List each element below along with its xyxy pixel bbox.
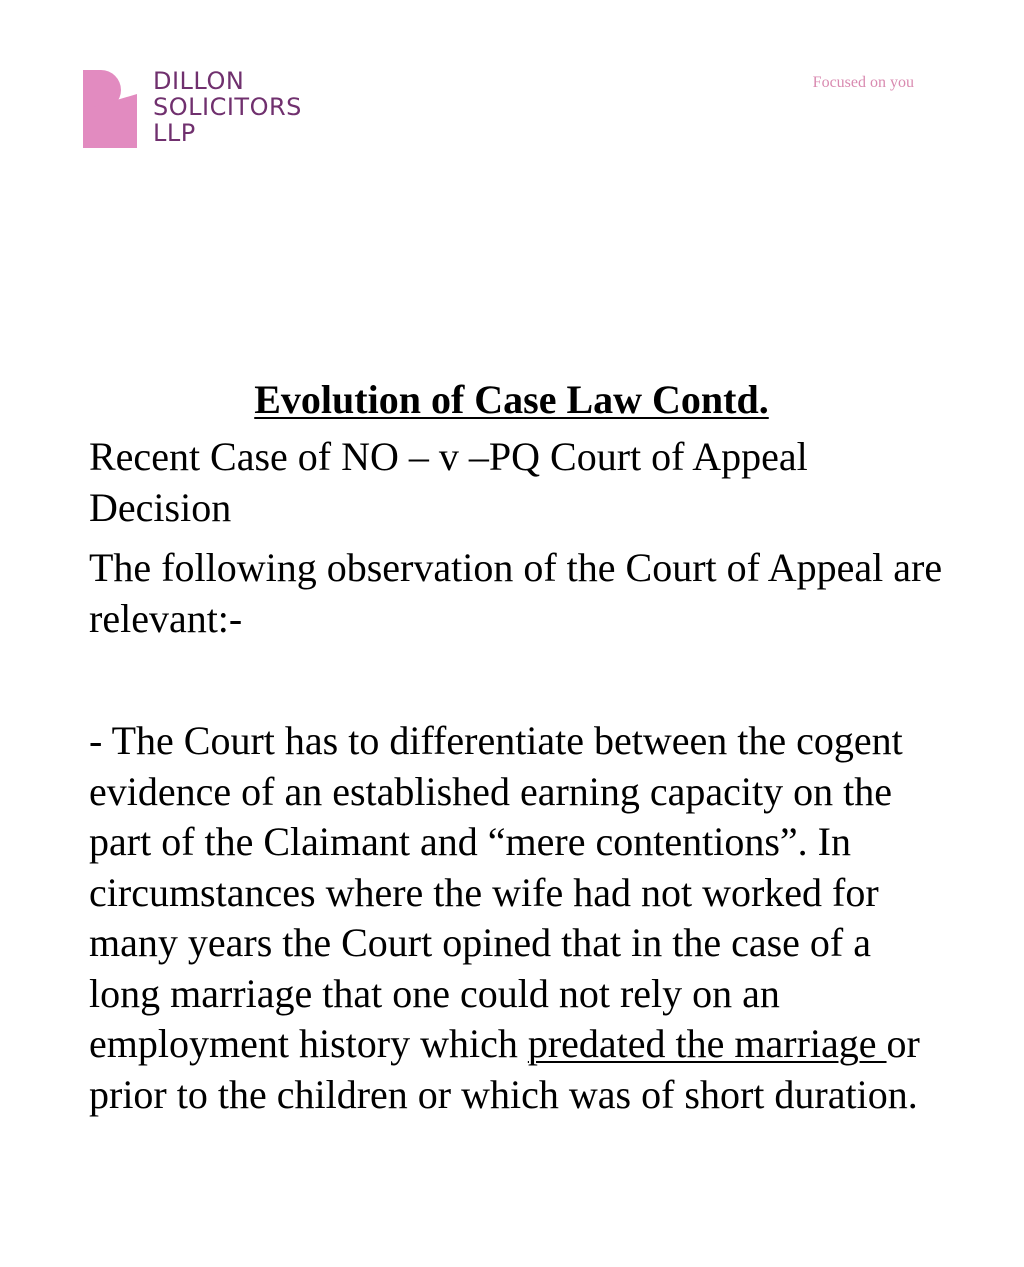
observation-text-end: or prior to the children or which was of short duration. xyxy=(89,1021,920,1117)
header xyxy=(0,0,1024,170)
slide-title: Evolution of Case Law Contd. xyxy=(254,377,769,422)
underlined-phrase: predated the marriage xyxy=(527,1021,887,1066)
logo-line-2: SOLICITORS xyxy=(153,93,302,121)
observation-paragraph xyxy=(89,716,949,1120)
observation-intro-paragraph: The following observation of the Court of Appeal are relevant:- xyxy=(89,545,943,641)
observation-text: - The Court has to differentiate between the cogent evidence of an established earning capacity on the part of the Claimant and “mere contentions”. In circumstances where the wife had not worked for many years the Court opined that in the case of a long marriage that one could not rely on an employment history which xyxy=(89,718,903,1066)
logo-line-3: LLP xyxy=(153,119,196,147)
logo-line-1: DILLON xyxy=(153,67,245,95)
slide-content xyxy=(89,376,949,1130)
company-logo-text xyxy=(153,68,302,146)
tagline: Focused on you xyxy=(812,74,914,91)
spacer xyxy=(89,654,949,716)
dillon-logo-icon xyxy=(83,70,137,148)
case-reference-paragraph: Recent Case of NO – v –PQ Court of Appeal Decision xyxy=(89,434,808,530)
